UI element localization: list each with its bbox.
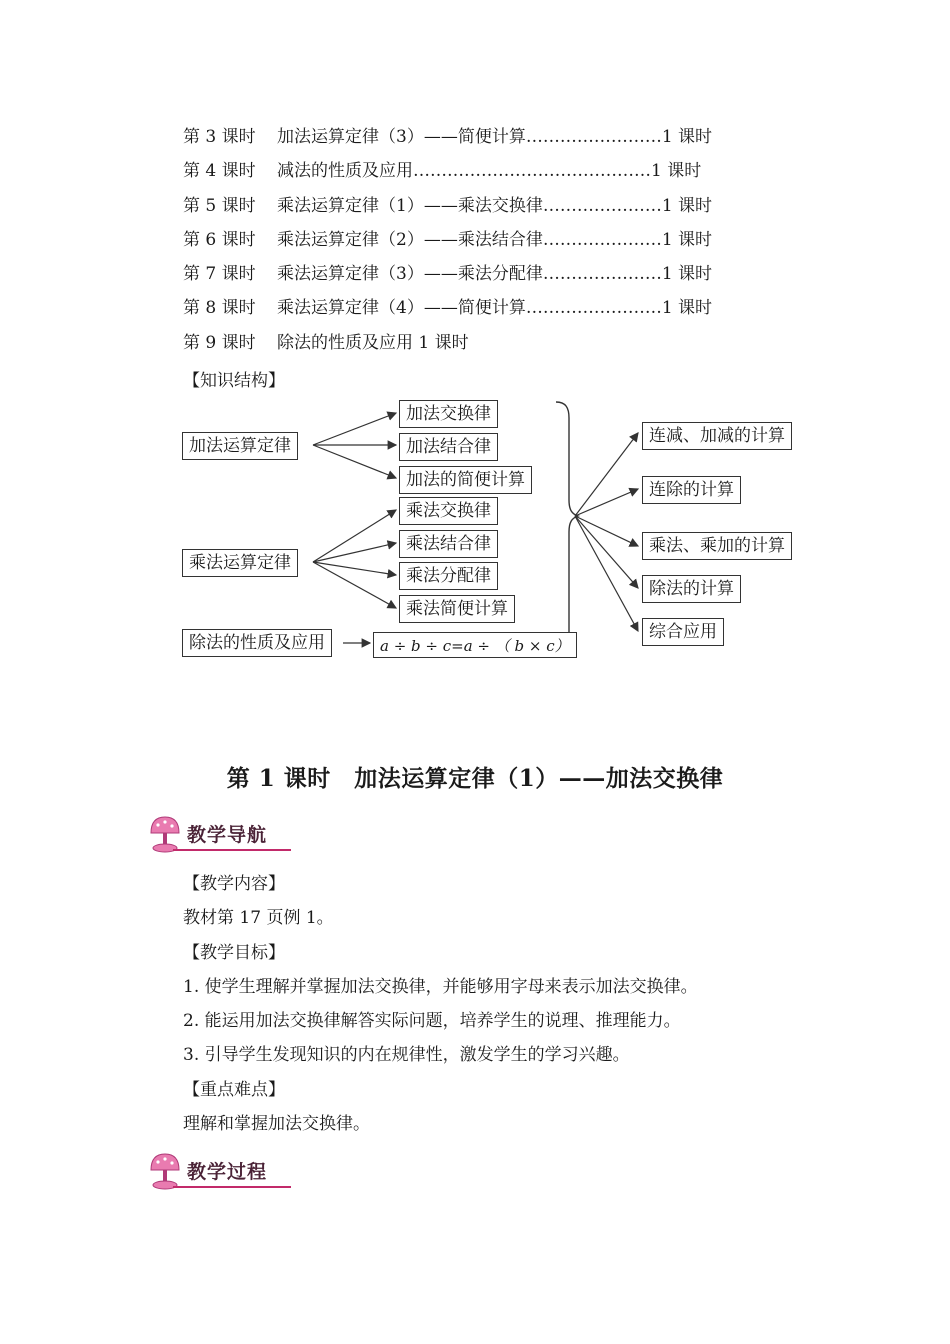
schedule-row — [183, 261, 803, 295]
root-addition-laws: 加法运算定律 — [182, 432, 298, 460]
arrow-result-4 — [575, 516, 638, 588]
arrow-result-3 — [575, 516, 638, 546]
lesson-number: 第 9 课时 — [183, 332, 256, 353]
arrow-mul-commutative — [313, 510, 396, 562]
heading-teaching-content: 【教学内容】 — [183, 874, 285, 894]
lesson-number: 第 5 课时 — [183, 195, 256, 216]
schedule-row — [183, 295, 803, 329]
result-subtraction-calc: 连减、加减的计算 — [642, 422, 792, 450]
badge-underline — [173, 1186, 291, 1188]
node-mul-commutative: 乘法交换律 — [399, 497, 498, 525]
key-points-text: 理解和掌握加法交换律。 — [183, 1114, 370, 1135]
schedule-row — [183, 330, 803, 364]
lesson-number: 第 8 课时 — [183, 298, 256, 319]
teaching-process-badge — [143, 1150, 293, 1194]
result-multiply-add: 乘法、乘加的计算 — [642, 532, 792, 560]
lesson-number: 第 7 课时 — [183, 264, 256, 285]
knowledge-structure-heading: 【知识结构】 — [183, 371, 285, 391]
node-add-commutative: 加法交换律 — [399, 400, 498, 428]
schedule-row — [183, 193, 803, 227]
result-comprehensive: 综合应用 — [642, 618, 724, 646]
teaching-content-text: 教材第 17 页例 1。 — [183, 908, 334, 929]
lesson-number: 第 6 课时 — [183, 229, 256, 250]
node-mul-associative: 乘法结合律 — [399, 530, 498, 558]
lesson-entry: 除法的性质及应用 1 课时 — [277, 332, 469, 353]
lesson-entry: 乘法运算定律（4）——简便计算……………………1 课时 — [277, 298, 713, 319]
node-mul-simplify: 乘法简便计算 — [399, 595, 515, 623]
goal-item: 1. 使学生理解并掌握加法交换律，并能够用字母来表示加法交换律。 — [183, 976, 698, 997]
lesson-entry: 乘法运算定律（1）——乘法交换律…………………1 课时 — [277, 195, 713, 216]
root-multiplication-laws: 乘法运算定律 — [182, 549, 298, 577]
goal-item: 2. 能运用加法交换律解答实际问题，培养学生的说理、推理能力。 — [183, 1011, 681, 1032]
node-mul-distributive: 乘法分配律 — [399, 562, 498, 590]
result-division-chain: 连除的计算 — [642, 476, 741, 504]
goal-item: 3. 引导学生发现知识的内在规律性，激发学生的学习兴趣。 — [183, 1045, 630, 1066]
schedule-row — [183, 124, 803, 158]
arrow-result-2 — [575, 489, 638, 516]
arrow-result-1 — [575, 433, 638, 516]
lesson-title: 第 1 课时 加法运算定律（1）——加法交换律 — [226, 765, 724, 792]
lesson-entry: 减法的性质及应用……………………………………1 课时 — [277, 161, 702, 182]
curly-brace — [556, 402, 578, 656]
lesson-number: 第 4 课时 — [183, 161, 256, 182]
lesson-content — [183, 871, 883, 1145]
lesson-entry: 乘法运算定律（2）——乘法结合律…………………1 课时 — [277, 229, 713, 250]
root-division-properties: 除法的性质及应用 — [182, 629, 332, 657]
knowledge-structure-diagram — [178, 396, 818, 666]
heading-key-points: 【重点难点】 — [183, 1079, 285, 1100]
node-division-formula: a ÷ b ÷ c=a ÷ （ b × c） — [373, 632, 577, 658]
lesson-entry: 乘法运算定律（3）——乘法分配律…………………1 课时 — [277, 264, 713, 285]
node-add-associative: 加法结合律 — [399, 433, 498, 461]
badge-underline — [173, 849, 291, 851]
lesson-number: 第 3 课时 — [183, 127, 256, 147]
teaching-nav-badge — [143, 813, 293, 857]
node-add-simplify: 加法的简便计算 — [399, 466, 532, 494]
schedule-row — [183, 227, 803, 261]
result-division-calc: 除法的计算 — [642, 575, 741, 603]
lesson-entry: 加法运算定律（3）——简便计算……………………1 课时 — [277, 127, 713, 147]
badge-label: 教学过程 — [187, 1161, 268, 1183]
arrow-add-simplify — [313, 445, 396, 478]
schedule-row — [183, 158, 803, 192]
arrow-add-commutative — [313, 413, 396, 445]
heading-teaching-goals: 【教学目标】 — [183, 942, 285, 963]
badge-label: 教学导航 — [187, 824, 268, 846]
arrow-mul-associative — [313, 543, 396, 562]
lesson-schedule-list — [183, 124, 803, 364]
arrow-result-5 — [575, 516, 638, 631]
